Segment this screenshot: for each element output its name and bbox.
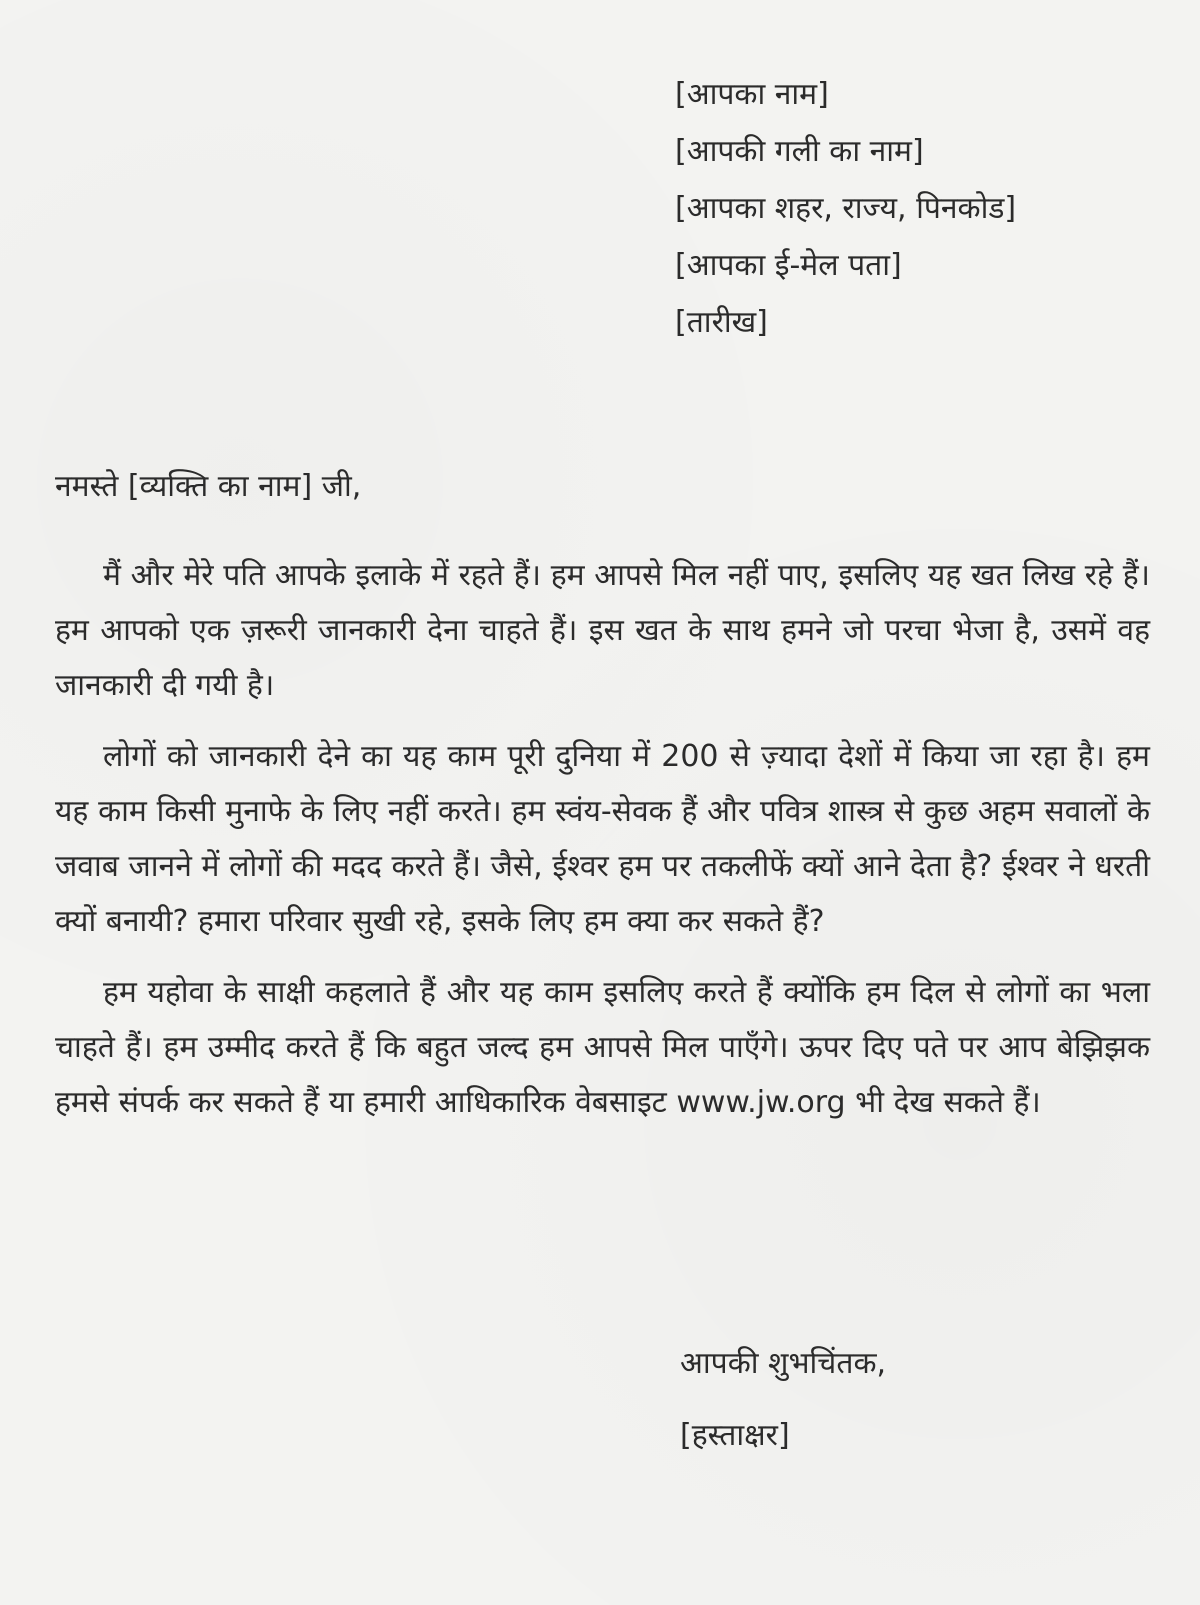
letter-date: [तारीख] — [675, 305, 768, 340]
salutation: नमस्ते [व्यक्ति का नाम] जी, — [55, 469, 362, 504]
body-paragraph-2: लोगों को जानकारी देने का यह काम पूरी दुनिया में 200 से ज़्यादा देशों में किया जा रहा है। हम यह काम किसी मुनाफे के लिए नहीं करते। हम स्वंय-सेवक हैं और पवित्र शास्त्र से कुछ अहम सवालों के जवाब जानने में लोगों की मदद करते हैं। जैसे, ईश्वर हम पर तकलीफें क्यों आने देता है? ईश्वर ने धरती क्यों बनायी? हमारा परिवार सुखी रहे, इसके लिए हम क्या कर सकते हैं? — [55, 739, 1150, 939]
sender-city-state-pin: [आपका शहर, राज्य, पिनकोड] — [675, 191, 1017, 226]
body-paragraph-1: मैं और मेरे पति आपके इलाके में रहते हैं। हम आपसे मिल नहीं पाए, इसलिए यह खत लिख रहे हैं। हम आपको एक ज़रूरी जानकारी देना चाहते हैं। इस खत के साथ हमने जो परचा भेजा है, उसमें वह जानकारी दी गयी है। — [55, 558, 1150, 703]
sender-email: [आपका ई-मेल पता] — [675, 248, 902, 283]
letter-body — [55, 548, 1150, 1146]
signature-placeholder: [हस्ताक्षर] — [680, 1418, 790, 1453]
sender-address-block — [675, 66, 1155, 351]
sender-street: [आपकी गली का नाम] — [675, 134, 924, 169]
body-paragraph-3: हम यहोवा के साक्षी कहलाते हैं और यह काम इसलिए करते हैं क्योंकि हम दिल से लोगों का भला चाहते हैं। हम उम्मीद करते हैं कि बहुत जल्द हम आपसे मिल पाएँगे। ऊपर दिए पते पर आप बेझिझक हमसे संपर्क कर सकते हैं या हमारी आधिकारिक वेबसाइट www.jw.org भी देख सकते हैं। — [55, 975, 1150, 1120]
sender-name: [आपका नाम] — [675, 77, 829, 112]
closing-line: आपकी शुभचिंतक, — [680, 1346, 887, 1381]
